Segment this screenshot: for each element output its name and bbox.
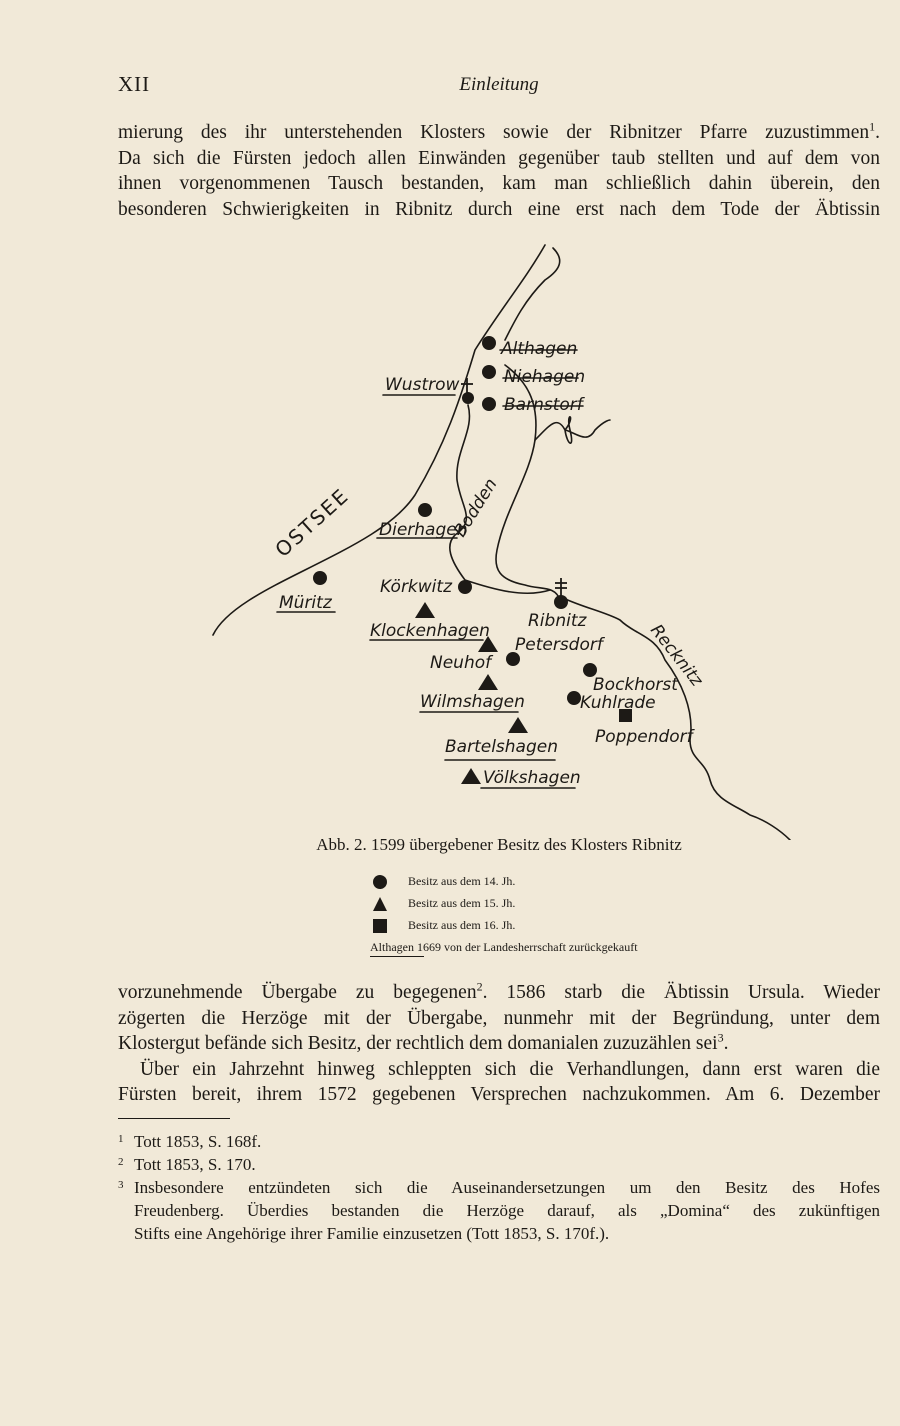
text-line: Über ein Jahrzehnt hinweg schleppten sich die Verhandlungen, dann erst waren die: [140, 1058, 880, 1080]
text-line: vorzunehmende Übergabe zu begegenen$^2$. 1586 starb die Äbtissin Ursula. Wieder: [118, 980, 880, 1003]
footnote-number: 3: [118, 1179, 124, 1191]
footnote-text: Insbesondere entzündeten sich die Auseinandersetzungen um den Besitz des Hofes: [134, 1178, 880, 1197]
text-line: Fürsten bereit, ihrem 1572 gegebenen Versprechen nachzukommen. Am 6. Dezember: [118, 1084, 880, 1105]
place-neuhof: Neuhof: [430, 653, 492, 673]
page-number: XII: [118, 72, 151, 96]
footnote-text: Stifts eine Angehörige ihrer Familie einzusetzen (Tott 1853, S. 170f.).: [134, 1224, 610, 1243]
paragraph-top: [118, 120, 880, 222]
circle-marker-icon: [482, 397, 496, 411]
triangle-legend-icon: [372, 896, 388, 912]
triangle-marker-icon: [461, 768, 481, 784]
text-line: Da sich die Fürsten jedoch allen Einwänden gegenüber taub stellten und auf dem von: [118, 147, 880, 169]
footnote-text: Tott 1853, S. 168f.: [134, 1132, 262, 1151]
legend-item: [370, 894, 790, 916]
circle-marker-icon: [482, 365, 496, 379]
triangle-marker-icon: [478, 674, 498, 690]
text-line: Klostergut befände sich Besitz, der rechtlich dem domanialen zuzuzählen sei$^3$.: [118, 1031, 729, 1054]
footnote-number: 2: [118, 1156, 124, 1168]
footnote: [118, 1153, 880, 1176]
place-bockhorst: Bockhorst: [593, 675, 678, 695]
legend-note-underline: [370, 956, 424, 957]
recknitz-label: Recknitz: [646, 620, 707, 691]
circle-marker-icon: [458, 580, 472, 594]
footnote: [118, 1176, 880, 1245]
place-wilmshagen: Wilmshagen: [420, 692, 525, 712]
paragraph-bottom: [118, 980, 880, 1108]
page-header: [118, 72, 880, 100]
place-ribnitz: Ribnitz: [528, 611, 587, 631]
circle-marker-icon: [418, 503, 432, 517]
footnote-rule: [118, 1118, 230, 1119]
footnote-text: Tott 1853, S. 170.: [134, 1155, 256, 1174]
place-bartelshagen: Bartelshagen: [445, 737, 558, 757]
map-figure: [205, 240, 805, 840]
legend-note-text: Althagen 1669 von der Landesherrschaft zurückgekauft: [370, 940, 638, 954]
text-line: ihnen vorgenommenen Tausch bestanden, kam man schließlich dahin überein, den: [118, 173, 880, 194]
place-barnstorf: Barnstorf: [504, 395, 583, 415]
coastline: [213, 245, 545, 635]
place-mueritz: Müritz: [279, 593, 332, 613]
running-title: Einleitung: [459, 74, 539, 95]
triangle-marker-icon: [415, 602, 435, 618]
place-wustrow: Wustrow: [385, 375, 460, 395]
triangle-marker-icon: [508, 717, 528, 733]
place-koerkwitz: Körkwitz: [380, 577, 452, 597]
map-legend: [370, 872, 790, 958]
footnote-text: Freudenberg. Überdies bestanden die Herzöge darauf, als „Domina“ des zukünftigen: [134, 1201, 880, 1220]
legend-note: [370, 938, 790, 958]
circle-marker-icon: [462, 392, 474, 404]
sea-label: OSTSEE: [270, 483, 354, 562]
footnote-ref[interactable]: 2: [476, 980, 483, 994]
peninsula-shore: [535, 417, 610, 443]
legend-item: [370, 916, 790, 938]
circle-marker-icon: [567, 691, 581, 705]
place-voelkshagen: Völkshagen: [483, 768, 581, 788]
place-althagen: Althagen: [501, 339, 578, 359]
footnote: [118, 1130, 880, 1153]
circle-marker-icon: [313, 571, 327, 585]
text-line: besonderen Schwierigkeiten in Ribnitz durch eine erst nach dem Tode der Äbtissin: [118, 198, 880, 220]
footnote-ref[interactable]: 1: [869, 120, 876, 134]
footnote-number: 1: [118, 1133, 124, 1145]
place-petersdorf: Petersdorf: [515, 635, 603, 655]
square-legend-icon: [372, 918, 388, 934]
place-kuhlrade: Kuhlrade: [580, 693, 656, 713]
legend-label: Besitz aus dem 16. Jh.: [408, 918, 516, 932]
circle-legend-icon: [372, 874, 388, 890]
place-dierhagen: Dierhagen: [379, 520, 468, 540]
bodden-label: Bodden: [450, 475, 502, 541]
place-klockenhagen: Klockenhagen: [370, 621, 490, 641]
legend-label: Besitz aus dem 14. Jh.: [408, 874, 516, 888]
figure-caption: Abb. 2. 1599 übergebener Besitz des Klosters Ribnitz: [316, 835, 682, 854]
legend-item: [370, 872, 790, 894]
footnote-ref[interactable]: 3: [717, 1031, 724, 1045]
footnotes: [118, 1130, 880, 1245]
place-poppendorf: Poppendorf: [595, 727, 693, 747]
text-line: mierung des ihr unterstehenden Klosters sowie der Ribnitzer Pfarre zuzustimmen$^1$.: [118, 120, 880, 143]
circle-marker-icon: [482, 336, 496, 350]
circle-marker-icon: [554, 595, 568, 609]
text-line: zögerten die Herzöge mit der Übergabe, nunmehr mit der Begründung, unter dem: [118, 1007, 880, 1029]
place-niehagen: Niehagen: [504, 367, 586, 387]
legend-label: Besitz aus dem 15. Jh.: [408, 896, 516, 910]
